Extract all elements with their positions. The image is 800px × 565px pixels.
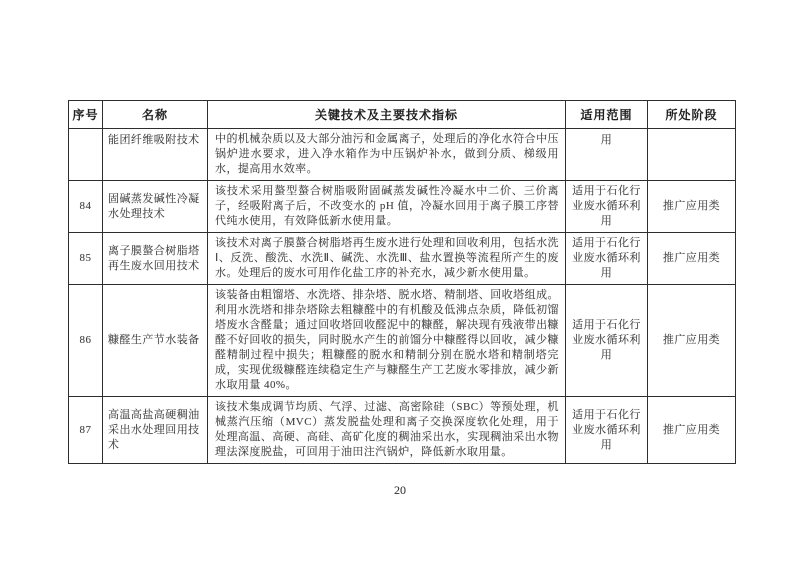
cell-scope: 适用于石化行业废水循环利用 [566,233,648,285]
cell-name: 糠醛生产节水装备 [103,285,208,397]
cell-stage: 推广应用类 [648,285,736,397]
cell-no: 84 [69,181,103,233]
table-row-87 [69,397,736,464]
table-row-85 [69,233,736,285]
cell-tech: 该装备由粗馏塔、水洗塔、排杂塔、脱水塔、精制塔、回收塔组成。利用水洗塔和排杂塔除去粗糠醛中的有机酸及低沸点杂质，降低初馏塔废水含醛量；通过回收塔回收醛泥中的糠醛，解决现有残液带出糠醛不好回收的损失，同时脱水产生的前馏分中糠醛得以回收，减少糠醛精制过程中损失；粗糠醛的脱水和精制分别在脱水塔和精制塔完成，实现优级糠醛连续稳定生产与糠醛生产工艺废水零排放，减少新水取用量 40%。 [208,285,566,397]
page-number: 20 [394,483,406,497]
cell-scope: 适用于石化行业废水循环利用 [566,181,648,233]
table-header-row [69,101,736,129]
header-cell-stage: 所处阶段 [648,101,736,129]
technology-table [68,100,736,464]
cell-scope: 用 [566,129,648,181]
cell-name: 离子膜螯合树脂塔再生废水回用技术 [103,233,208,285]
cell-tech: 该技术集成调节均质、气浮、过滤、高密除硅（SBC）等预处理，机械蒸汽压缩（MVC）蒸发脱盐处理和离子交换深度软化处理，用于处理高温、高硬、高硅、高矿化度的稠油采出水，实现稠油采出水物理法深度脱盐，可回用于油田注汽锅炉，降低新水取用量。 [208,397,566,464]
cell-name: 能团纤维吸附技术 [103,129,208,181]
header-cell-tech: 关键技术及主要技术指标 [208,101,566,129]
cell-tech: 该技术采用螯型螯合树脂吸附固碱蒸发碱性冷凝水中二价、三价离子，经吸附离子后，不改变水的 pH 值，冷凝水回用于离子膜工序替代纯水使用，有效降低新水使用量。 [208,181,566,233]
cell-stage: 推广应用类 [648,397,736,464]
cell-scope: 适用于石化行业废水循环利用 [566,397,648,464]
table-row-continuation [69,129,736,181]
header-cell-scope: 适用范围 [566,101,648,129]
cell-no: 87 [69,397,103,464]
cell-name: 高温高盐高硬稠油采出水处理回用技术 [103,397,208,464]
cell-stage: 推广应用类 [648,181,736,233]
table-row-84 [69,181,736,233]
cell-tech: 该技术对离子膜螯合树脂塔再生废水进行处理和回收利用，包括水洗Ⅰ、反洗、酸洗、水洗Ⅱ、碱洗、水洗Ⅲ、盐水置换等流程所产生的废水。处理后的废水可用作化盐工序的补充水，减少新水使用量。 [208,233,566,285]
cell-stage [648,129,736,181]
cell-stage: 推广应用类 [648,233,736,285]
header-cell-name: 名称 [103,101,208,129]
cell-no [69,129,103,181]
table-row-86 [69,285,736,397]
cell-no: 85 [69,233,103,285]
cell-tech: 中的机械杂质以及大部分油污和金属离子，处理后的净化水符合中压锅炉进水要求，进入净水箱作为中压锅炉补水，做到分质、梯级用水，提高用水效率。 [208,129,566,181]
cell-name: 固碱蒸发碱性冷凝水处理技术 [103,181,208,233]
cell-scope: 适用于石化行业废水循环利用 [566,285,648,397]
header-cell-no: 序号 [69,101,103,129]
cell-no: 86 [69,285,103,397]
